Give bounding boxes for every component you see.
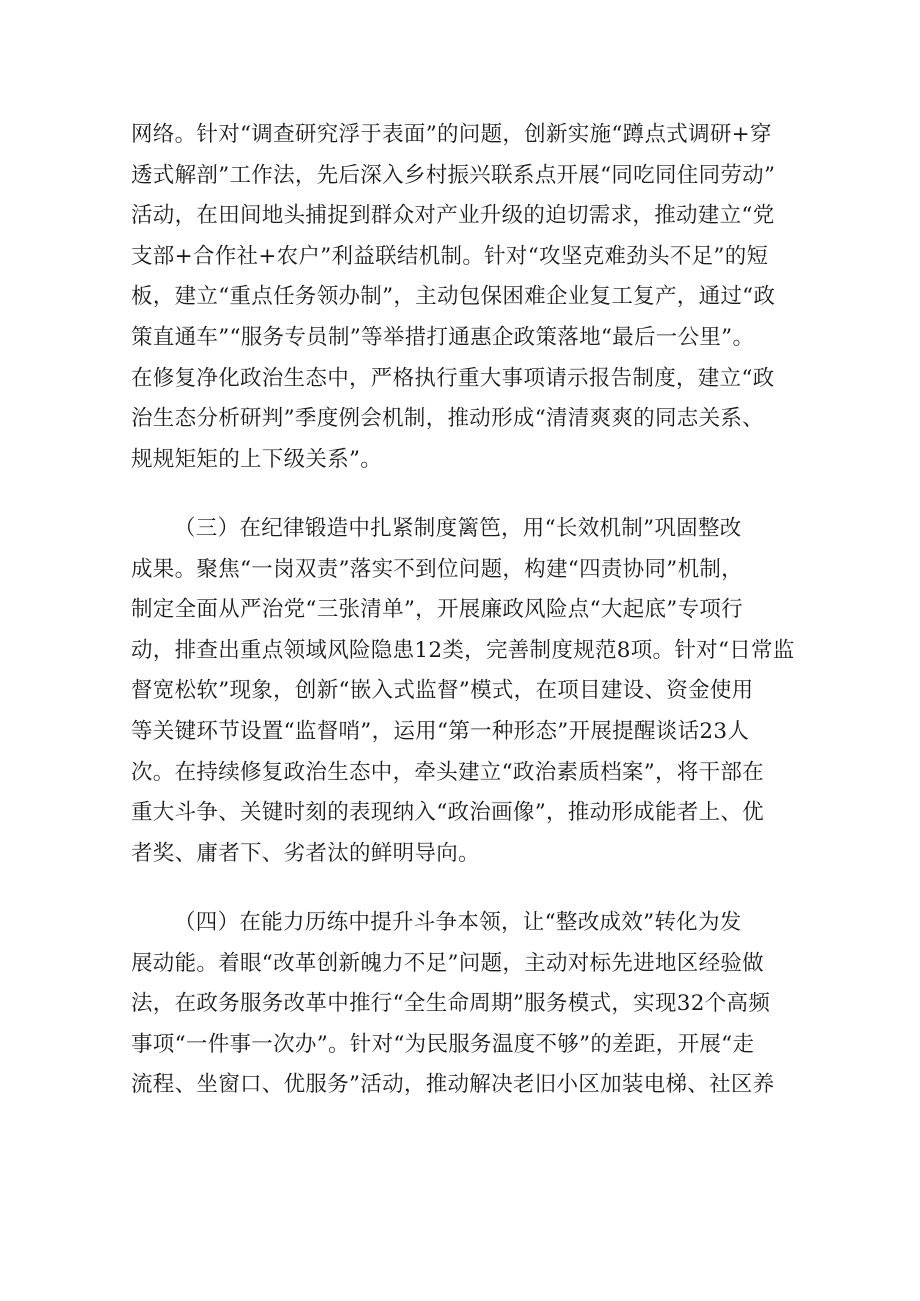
paragraph-continuation [131,115,801,480]
text-line: 次。在持续修复政治生态中，牵头建立“政治素质档案”，将干部在 [131,759,764,785]
text-line: 支部+合作社+农户”利益联结机制。针对“攻坚克难劲头不足”的短 [131,243,769,269]
paragraph-section-3 [131,509,801,874]
text-line: 制定全面从严治党“三张清单”，开展廉政风险点“大起底”专项行 [131,597,743,623]
text-line: （三）在纪律锻造中扎紧制度篱笆，用“长效机制”巩固整改 [174,516,742,541]
text-line: 在修复净化政治生态中，严格执行重大事项请示报告制度，建立“政 [131,365,775,391]
text-line: 事项“一件事一次办”。针对“为民服务温度不够”的差距，开展“走 [131,1031,755,1057]
text-line: 活动，在田间地头捕捉到群众对产业升级的迫切需求，推动建立“党 [131,203,775,229]
text-line: 网络。针对“调查研究浮于表面”的问题，创新实施“蹲点式调研+穿 [131,122,772,147]
text-line: 动，排查出重点领域风险隐患12类，完善制度规范8项。针对“日常监 [131,637,795,663]
text-line: 重大斗争、关键时刻的表现纳入“政治画像”，推动形成能者上、优 [131,800,764,826]
text-line: 治生态分析研判”季度例会机制，推动形成“清清爽爽的同志关系、 [131,406,764,432]
text-line: 板，建立“重点任务领办制”，主动包保困难企业复工复产，通过“政 [131,284,776,310]
text-line: 督宽松软”现象，创新“嵌入式监督”模式，在项目建设、资金使用 [131,678,754,704]
text-line: 规规矩矩的上下级关系”。 [131,446,383,472]
text-line: 展动能。着眼“改革创新魄力不足”问题，主动对标先进地区经验做 [131,950,764,976]
text-line: 等关键环节设置“监督哨”，运用“第一种形态”开展提醒谈话23人 [131,718,750,744]
text-line: 法，在政务服务改革中推行“全生命周期”服务模式，实现32个高频 [131,991,771,1017]
text-line: 策直通车”“服务专员制”等举措打通惠企政策落地“最后一公里”。 [131,324,755,350]
text-line: 成果。聚焦“一岗双责”落实不到位问题，构建“四责协同”机制， [131,556,743,582]
text-line: 者奖、庸者下、劣者汰的鲜明导向。 [131,840,480,866]
text-line: 透式解剖”工作法，先后深入乡村振兴联系点开展“同吃同住同劳动” [131,162,776,188]
text-line: （四）在能力历练中提升斗争本领，让“整改成效”转化为发 [174,910,742,935]
paragraph-section-4 [131,903,801,1106]
text-line: 流程、坐窗口、优服务”活动，推动解决老旧小区加装电梯、社区养 [131,1072,775,1098]
